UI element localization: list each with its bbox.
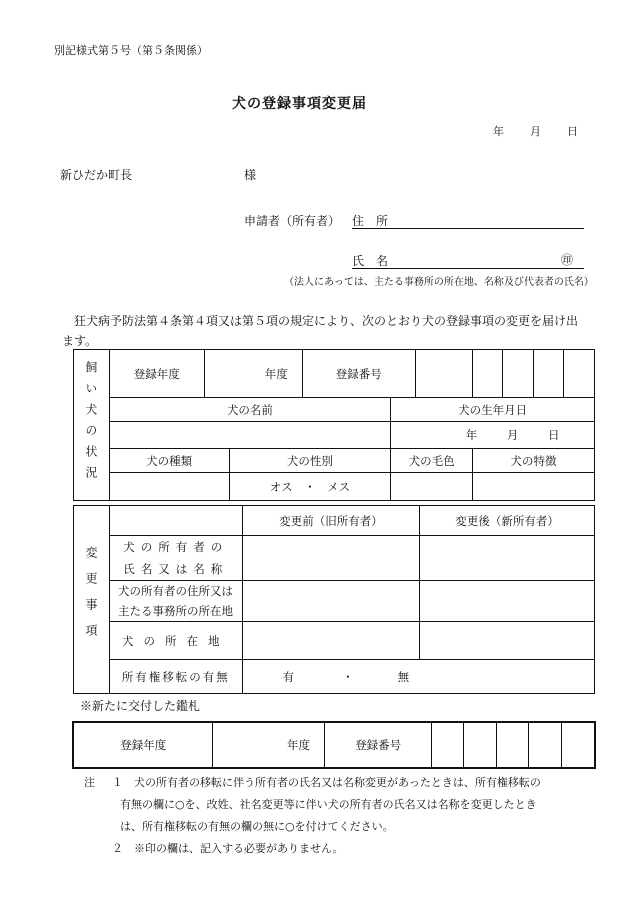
new-tag-label: ※新たに交付した鑑札 — [80, 699, 201, 713]
address-label: 住 所 — [352, 214, 389, 228]
tag-reg-number-cell-2[interactable] — [463, 722, 496, 768]
reg-number-cell-1[interactable] — [415, 350, 472, 398]
reg-year-field[interactable]: 年度 — [204, 350, 302, 398]
note-2-number: ２ — [112, 842, 123, 855]
change-section-label: 変更事項 — [74, 506, 110, 694]
tag-reg-year-field[interactable]: 年度 — [213, 722, 325, 768]
owner-address-before[interactable] — [242, 581, 420, 622]
applicant-label: 申請者（所有者） — [244, 214, 341, 228]
before-label: 変更前（旧所有者） — [242, 506, 420, 536]
color-field[interactable] — [391, 473, 473, 501]
date-day-label: 日 — [567, 125, 578, 138]
intro-line-1: 狂犬病予防法第４条第４項又は第５項の規定により、次のとおり犬の登録事項の変更を届け出 — [62, 314, 579, 328]
ownership-transfer-label: 所有権移転の有無 — [109, 660, 242, 694]
reg-year-label: 登録年度 — [109, 350, 204, 398]
date-year-label: 年 — [493, 125, 504, 138]
note-1-line-1: 犬の所有者の移転に伴う所有者の氏名又は名称変更があったときは、所有権移転の — [134, 776, 541, 789]
reg-number-label: 登録番号 — [302, 350, 415, 398]
note-1-line-2: 有無の欄に○を、改姓、社名変更等に伴い犬の所有者の氏名又は名称を変更したとき — [120, 798, 537, 811]
seal-icon: ㊞ — [561, 253, 574, 267]
breed-label: 犬の種類 — [109, 449, 229, 473]
tag-reg-number-cell-5[interactable] — [561, 722, 595, 768]
tag-reg-year-label: 登録年度 — [73, 722, 213, 768]
reg-number-cell-3[interactable] — [503, 350, 533, 398]
name-field[interactable] — [352, 268, 584, 269]
owner-address-label: 犬の所有者の住所又は 主たる事務所の所在地 — [109, 581, 242, 622]
notes-prefix: 注 — [84, 776, 95, 789]
page-title: 犬の登録事項変更届 — [232, 96, 367, 112]
form-reference: 別記様式第５号（第５条関係） — [54, 44, 208, 57]
reg-number-cell-4[interactable] — [533, 350, 563, 398]
note-1-number: １ — [112, 776, 123, 789]
dog-birth-label: 犬の生年月日 — [391, 398, 595, 422]
after-label: 変更後（新所有者） — [420, 506, 595, 536]
name-label: 氏 名 — [352, 254, 389, 268]
dog-section-label: 飼い犬の状況 — [74, 350, 110, 501]
sex-label: 犬の性別 — [229, 449, 391, 473]
note-1-line-3: は、所有権移転の有無の欄の無に○を付けてください。 — [120, 820, 394, 833]
note-2-text: ※印の欄は、記入する必要がありません。 — [134, 842, 344, 855]
change-header-blank — [109, 506, 242, 536]
owner-name-label: 犬の所有者の 氏名又は名称 — [109, 536, 242, 581]
sex-options[interactable]: オス ・ メス — [229, 473, 391, 501]
tag-reg-number-label: 登録番号 — [325, 722, 432, 768]
reg-number-cell-5[interactable] — [564, 350, 595, 398]
intro-line-2: ます。 — [62, 334, 98, 348]
owner-address-after[interactable] — [420, 581, 595, 622]
tag-reg-number-cell-1[interactable] — [432, 722, 464, 768]
dog-location-label: 犬の所在地 — [109, 622, 242, 660]
change-table — [73, 505, 595, 694]
tag-reg-number-cell-4[interactable] — [529, 722, 562, 768]
dog-status-table — [73, 349, 595, 501]
dog-name-label: 犬の名前 — [109, 398, 391, 422]
dog-location-after[interactable] — [420, 622, 595, 660]
feature-label: 犬の特徴 — [472, 449, 594, 473]
dog-name-field[interactable] — [109, 422, 391, 449]
tag-reg-number-cell-3[interactable] — [496, 722, 529, 768]
owner-name-after[interactable] — [420, 536, 595, 581]
address-field[interactable] — [352, 228, 584, 229]
owner-name-before[interactable] — [242, 536, 420, 581]
new-tag-table — [72, 721, 596, 769]
corporate-note: （法人にあっては、主たる事務所の所在地、名称及び代表者の氏名） — [284, 277, 594, 288]
reg-number-cell-2[interactable] — [472, 350, 502, 398]
ownership-transfer-options[interactable]: 有 ・ 無 — [242, 660, 594, 694]
breed-field[interactable] — [109, 473, 229, 501]
addressee: 新ひだか町長 — [60, 168, 133, 182]
dog-location-before[interactable] — [242, 622, 420, 660]
feature-field[interactable] — [472, 473, 594, 501]
dog-birth-field[interactable]: 年 月 日 — [391, 422, 595, 449]
honorific: 様 — [244, 168, 257, 182]
date-month-label: 月 — [530, 125, 541, 138]
color-label: 犬の毛色 — [391, 449, 473, 473]
